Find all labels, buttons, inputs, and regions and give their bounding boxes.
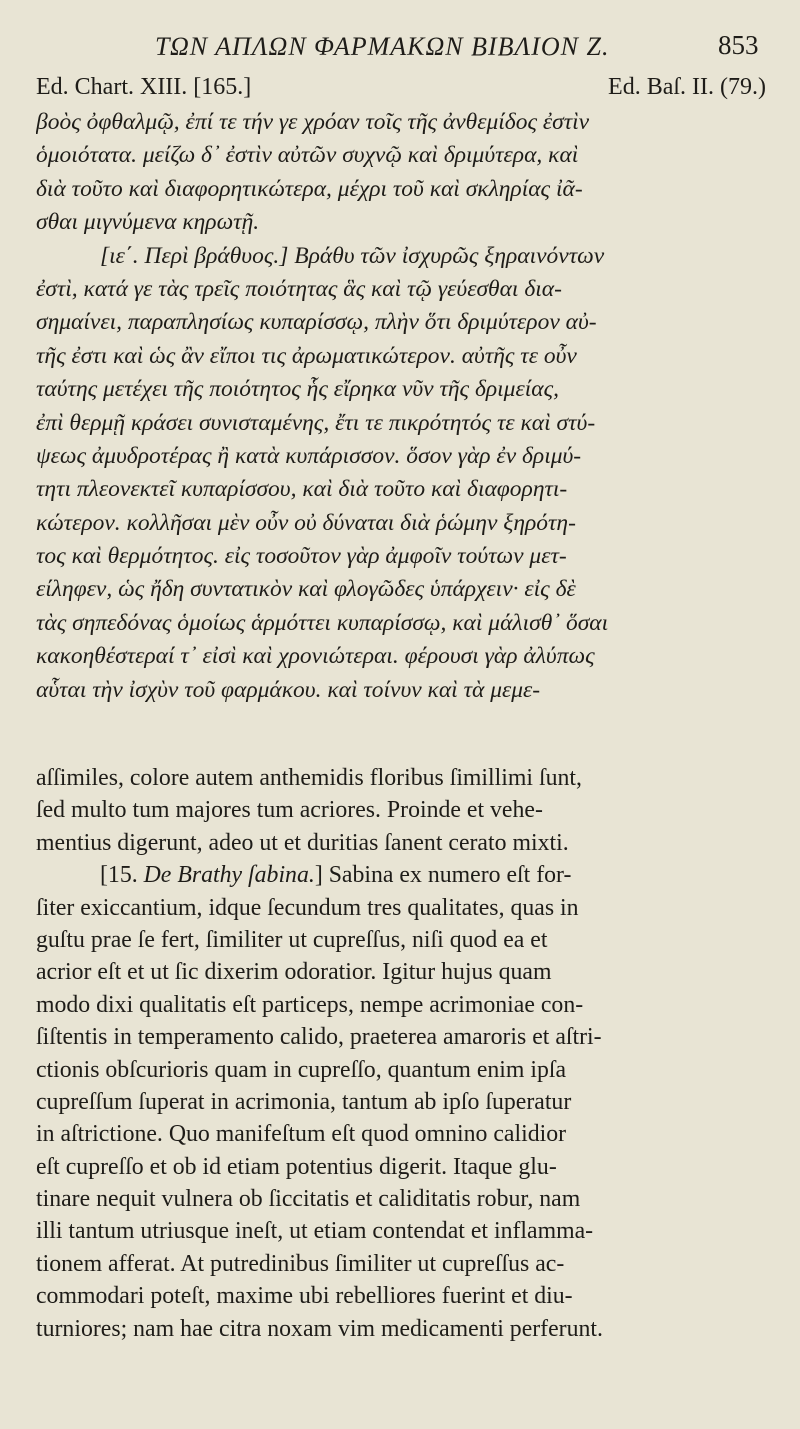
latin-line: in aſtrictione. Quo manifeſtum eſt quod omnino calidior [36,1121,567,1148]
latin-line: mentius digerunt, adeo ut et duritias ſanent cerato mixti. [36,829,569,856]
greek-line: ἐπὶ θερμῇ κράσει συνισταμένης, ἔτι τε πικρότητός τε καὶ στύ- [36,409,596,436]
latin-line: tionem afferat. At putredinibus ſimiliter ut cupreſſus ac- [36,1250,565,1277]
edition-basel-ref: Ed. Baſ. II. (79.) [608,74,766,100]
page-header [0,26,800,66]
latin-line: eſt cupreſſo et ob id etiam potentius digerit. Itaque glu- [36,1153,557,1180]
greek-line: βοὸς ὀφθαλμῷ, ἐπί τε τήν γε χρόαν τοῖς τῆς ἀνθεμίδος ἐστὶν [36,109,590,135]
greek-line: ἐστὶ, κατά γε τὰς τρεῖς ποιότητας ἃς καὶ τῷ γεύεσθαι δια- [36,275,562,302]
running-title: ΤΩΝ ΑΠΛΩΝ ΦΑΡΜΑΚΩΝ ΒΙΒΛΙΟΝ Ζ. [155,32,610,61]
latin-line: ſed multo tum majores tum acriores. Proinde et vehe- [36,797,543,824]
greek-line: ψεως ἀμυδροτέρας ἢ κατὰ κυπάρισσον. ὅσον γὰρ ἐν δριμύ- [36,442,582,469]
latin-section-heading-line [36,859,766,891]
greek-line: αὗται τὴν ἰσχὺν τοῦ φαρμάκου. καὶ τοίνυν καὶ τὰ μεμε- [36,676,541,703]
latin-line: turniores; nam hae citra noxam vim medicamenti perferunt. [36,1315,603,1342]
section-title: De Brathy ſabina. [143,862,315,889]
latin-line: ctionis obſcurioris quam in cupreſſo, quantum enim ipſa [36,1056,567,1083]
latin-line: commodari poteſt, maxime ubi rebelliores fuerint et diu- [36,1283,573,1310]
greek-line: σημαίνει, παραπλησίως κυπαρίσσῳ, πλὴν ὅτι δριμύτερον αὐ- [36,309,597,336]
section-bracket-close: ] [314,862,323,889]
greek-line: διὰ τοῦτο καὶ διαφορητικώτερα, μέχρι τοῦ καὶ σκληρίας ἰᾶ- [36,175,583,202]
section-bracket-open: [15. [100,862,144,889]
latin-line: acrior eſt et ut ſic dixerim odoratior. Igitur hujus quam [36,959,552,986]
latin-line: guſtu prae ſe fert, ſimiliter ut cupreſſus, niſi quod ea et [36,926,548,953]
latin-line: modo dixi qualitatis eſt particeps, nempe acrimoniae con- [36,991,584,1018]
greek-line: τὰς σηπεδόνας ὁμοίως ἁρμόττει κυπαρίσσῳ, καὶ μάλισθ᾽ ὅσαι [36,609,609,636]
latin-line: tinare nequit vulnera ob ſiccitatis et caliditatis robur, nam [36,1186,581,1213]
greek-line: είληφεν, ὡς ἤδη συντατικὸν καὶ φλογῶδες ὑπάρχειν· εἰς δὲ [36,576,576,603]
greek-line: σθαι μιγνύμενα κηρωτῇ. [36,209,260,236]
latin-line: illi tantum utriusque ineſt, ut etiam contendat et inflamma- [36,1218,594,1245]
latin-line: ſiter exiccantium, idque ſecundum tres qualitates, quas in [36,894,579,921]
greek-section-heading-line: [ιε΄. Περὶ βράθυος.] Βράθυ τῶν ἰσχυρῶς ξηραινόντων [100,242,605,269]
edition-references [36,74,766,108]
page-number: 853 [718,30,759,60]
latin-text-block [36,762,766,1345]
section-text: Sabina ex numero eſt for- [322,862,572,889]
latin-line: aſſimiles, colore autem anthemidis floribus ſimillimi ſunt, [36,765,582,791]
greek-line: κακοηθέστεραί τ᾽ εἰσὶ καὶ χρονιώτεραι. φέρουσι γὰρ ἀλύπως [36,643,595,670]
latin-line: ſiſtentis in temperamento calido, praeterea amaroris et aſtri- [36,1024,602,1051]
greek-line: ταύτης μετέχει τῆς ποιότητος ἧς εἴρηκα νῦν τῆς δριμείας, [36,376,560,403]
greek-line: κώτερον. κολλῆσαι μὲν οὖν οὐ δύναται διὰ ῥώμην ξηρότη- [36,509,576,536]
greek-line: τητι πλεονεκτεῖ κυπαρίσσου, καὶ διὰ τοῦτο καὶ διαφορητι- [36,476,568,503]
greek-line: ὁμοιότατα. μείζω δ᾽ ἐστὶν αὐτῶν συχνῷ καὶ δριμύτερα, καὶ [36,142,579,169]
edition-chartier-ref: Ed. Chart. XIII. [165.] [36,74,252,100]
greek-line: τος καὶ θερμότητος. εἰς τοσοῦτον γὰρ ἀμφοῖν τούτων μετ- [36,543,567,570]
greek-line: τῆς ἐστι καὶ ὡς ἂν εἴποι τις ἀρωματικώτερον. αὐτῆς τε οὖν [36,342,577,369]
latin-line: cupreſſum ſuperat in acrimonia, tantum ab ipſo ſuperatur [36,1088,572,1115]
greek-text-block [36,106,766,707]
